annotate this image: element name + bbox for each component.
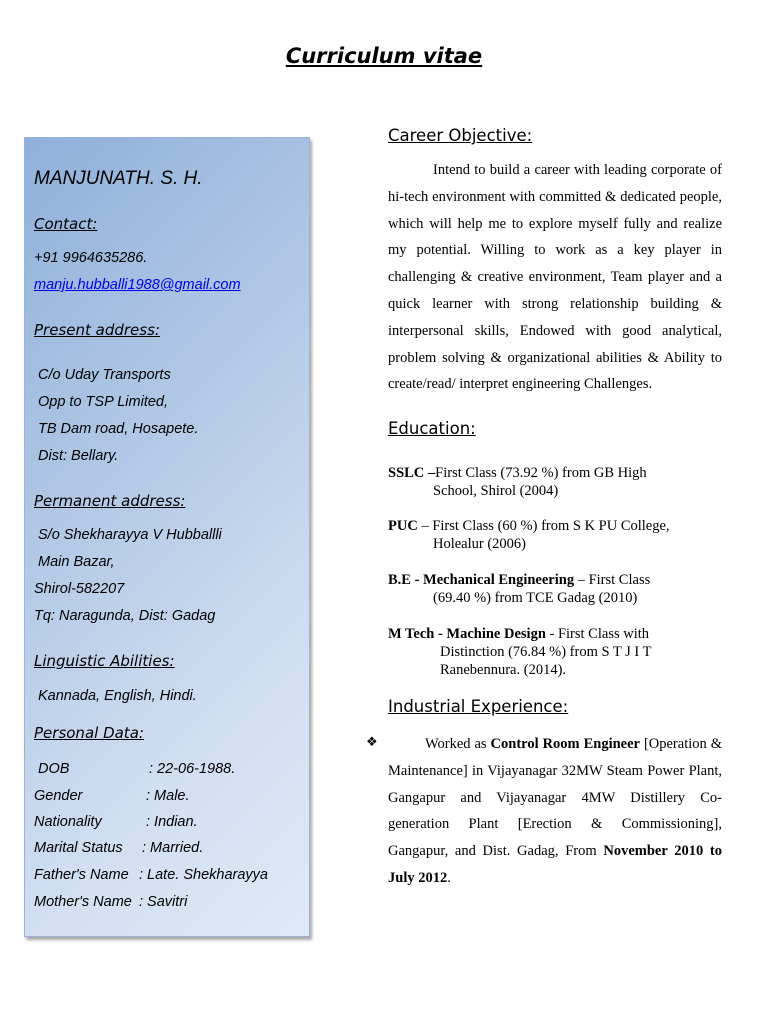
experience-detail: [Operation & Maintenance] in Vijayanagar 32MW Steam Power Plant, Gangapur and Vijayanagar 4MW Distillery Co-generation Plant [Erection & Commissioning], Gangapur, and Dist. Gadag, From (388, 736, 722, 860)
degree-detail-cont: (69.40 %) from TCE Gadag (2010) (433, 590, 638, 606)
personal-value: : Indian. (146, 814, 198, 830)
degree-detail-cont: Ranebennura. (2014). (440, 662, 567, 678)
education-item-sslc (388, 464, 722, 500)
personal-label: Gender (34, 788, 83, 804)
email-link[interactable]: manju.hubballi1988@gmail.com (34, 277, 241, 293)
education-item-mtech (388, 625, 722, 679)
linguistic-heading: Linguistic Abilities: (34, 652, 175, 670)
present-address-heading: Present address: (34, 321, 160, 339)
permanent-address-line: S/o Shekharayya V Hubballli (38, 527, 222, 543)
personal-value: : Savitri (139, 894, 188, 910)
degree-name: M Tech - Machine Design (388, 626, 546, 642)
degree-detail-cont: Holealur (2006) (433, 536, 527, 552)
degree-detail: – First Class (60 %) from S K PU College, (417, 518, 670, 534)
personal-value: : Married. (142, 840, 204, 856)
education-item-be (388, 571, 722, 607)
experience-role: Control Room Engineer (490, 736, 640, 752)
degree-detail-cont: School, Shirol (2004) (433, 483, 559, 499)
personal-data-heading: Personal Data: (34, 724, 144, 742)
phone-number: +91 9964635286. (34, 250, 148, 266)
degree-name: SSLC – (388, 465, 436, 481)
personal-value: : Late. Shekharayya (139, 867, 268, 883)
degree-detail: – First Class (574, 572, 651, 588)
present-address-line: Dist: Bellary. (38, 448, 119, 464)
personal-value: : Male. (146, 788, 190, 804)
personal-row-gender (34, 788, 190, 804)
permanent-address-heading: Permanent address: (34, 492, 186, 510)
education-heading: Education: (388, 419, 476, 438)
present-address-line: Opp to TSP Limited, (38, 394, 169, 410)
degree-name: PUC (388, 518, 418, 534)
personal-label: Father's Name (34, 867, 129, 883)
permanent-address-line: Shirol-582207 (34, 581, 125, 597)
career-objective-text (388, 157, 722, 398)
career-objective-heading: Career Objective: (388, 126, 533, 145)
personal-label: Mother's Name (34, 894, 132, 910)
personal-label: Nationality (34, 814, 102, 830)
career-objective-body: Intend to build a career with leading corporate of hi-tech environment with committed & dedicated people, which will help me to explore myself fully and realize my potential. Willing to work as a key player in challenging & creative environment, Team player and a quick learner with strong relationship building & interpersonal skills, Endowed with good analytical, problem solving & organizational abilities & Ability to create/read/ interpret engineering Challenges. (388, 162, 722, 393)
languages: Kannada, English, Hindi. (38, 688, 197, 704)
personal-row-nationality (34, 814, 198, 830)
contact-heading: Contact: (34, 215, 98, 233)
experience-period: November 2010 to July 2012 (388, 843, 722, 886)
personal-row-marital (34, 840, 203, 856)
candidate-name: MANJUNATH. S. H. (34, 168, 203, 189)
present-address-line: C/o Uday Transports (38, 367, 171, 383)
experience-entry (388, 731, 722, 892)
document-title: Curriculum vitae (285, 44, 483, 68)
personal-row-mother (34, 894, 187, 910)
personal-value: : 22-06-1988. (149, 761, 236, 777)
permanent-address-line: Main Bazar, (38, 554, 115, 570)
experience-end: . (447, 869, 451, 886)
degree-detail: - First Class with (545, 626, 650, 642)
permanent-address-line: Tq: Naragunda, Dist: Gadag (34, 608, 216, 624)
personal-info-sidebar (24, 137, 310, 937)
personal-label: DOB (38, 761, 70, 777)
bullet-icon: ❖ (366, 735, 378, 750)
personal-row-dob (38, 761, 235, 777)
degree-detail-cont: Distinction (76.84 %) from S T J I T (440, 644, 652, 660)
education-item-puc (388, 517, 722, 553)
personal-label: Marital Status (34, 840, 123, 856)
personal-row-father (34, 867, 268, 883)
experience-pre: Worked as (425, 736, 491, 752)
present-address-line: TB Dam road, Hosapete. (38, 421, 199, 437)
degree-name: B.E - Mechanical Engineering (388, 572, 575, 588)
industrial-experience-heading: Industrial Experience: (388, 697, 569, 716)
degree-detail: First Class (73.92 %) from GB High (435, 465, 647, 481)
